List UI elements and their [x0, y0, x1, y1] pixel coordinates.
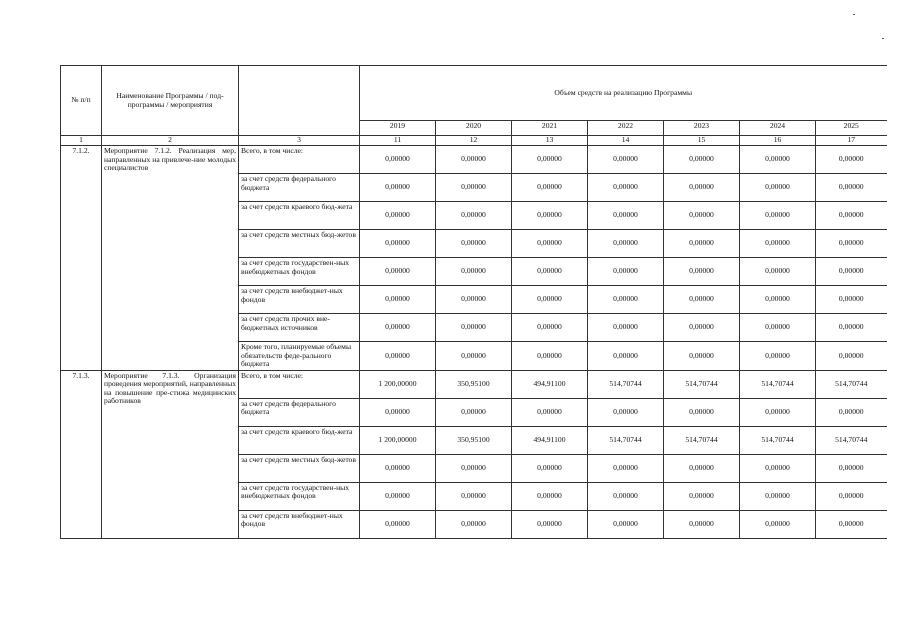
amount-cell: 514,70744 — [740, 426, 816, 454]
column-index: 3 — [239, 136, 360, 146]
amount-cell: 0,00000 — [436, 174, 512, 202]
amount-cell: 0,00000 — [664, 342, 740, 371]
amount-cell: 0,00000 — [816, 286, 887, 314]
amount-cell: 0,00000 — [360, 286, 436, 314]
amount-cell: 0,00000 — [664, 286, 740, 314]
amount-cell: 0,00000 — [360, 482, 436, 510]
header-year: 2022 — [588, 121, 664, 136]
amount-cell: 0,00000 — [740, 398, 816, 426]
amount-cell: 0,00000 — [512, 286, 588, 314]
row-number: 7.1.2. — [61, 146, 102, 371]
amount-cell: 0,00000 — [512, 482, 588, 510]
amount-cell: 0,00000 — [664, 398, 740, 426]
funding-source: Всего, в том числе: — [239, 146, 360, 174]
amount-cell: 0,00000 — [436, 258, 512, 286]
amount-cell: 1 200,00000 — [360, 370, 436, 398]
amount-cell: 0,00000 — [664, 230, 740, 258]
amount-cell: 0,00000 — [360, 314, 436, 342]
header-source — [239, 66, 360, 136]
amount-cell: 0,00000 — [436, 342, 512, 371]
amount-cell: 0,00000 — [664, 202, 740, 230]
funding-source: за счет средств местных бюд-жетов — [239, 454, 360, 482]
header-year: 2024 — [740, 121, 816, 136]
amount-cell: 0,00000 — [436, 398, 512, 426]
column-index: 13 — [512, 136, 588, 146]
amount-cell: 0,00000 — [588, 314, 664, 342]
amount-cell: 350,95100 — [436, 370, 512, 398]
amount-cell: 514,70744 — [816, 426, 887, 454]
amount-cell: 514,70744 — [816, 370, 887, 398]
amount-cell: 0,00000 — [360, 230, 436, 258]
amount-cell: 0,00000 — [588, 174, 664, 202]
amount-cell: 0,00000 — [512, 454, 588, 482]
amount-cell: 494,91100 — [512, 426, 588, 454]
funding-source: Всего, в том числе: — [239, 370, 360, 398]
header-name: Наименование Программы / под-программы / мероприятия — [102, 66, 239, 136]
amount-cell: 0,00000 — [588, 202, 664, 230]
amount-cell: 0,00000 — [816, 482, 887, 510]
amount-cell: 0,00000 — [588, 398, 664, 426]
amount-cell: 0,00000 — [360, 510, 436, 538]
amount-cell: 0,00000 — [664, 482, 740, 510]
amount-cell: 0,00000 — [512, 510, 588, 538]
funding-source: за счет средств местных бюд-жетов — [239, 230, 360, 258]
amount-cell: 0,00000 — [512, 258, 588, 286]
funding-source: за счет средств прочих вне-бюджетных источников — [239, 314, 360, 342]
amount-cell: 0,00000 — [740, 342, 816, 371]
amount-cell: 0,00000 — [816, 230, 887, 258]
amount-cell: 0,00000 — [740, 146, 816, 174]
amount-cell: 0,00000 — [740, 286, 816, 314]
table-row — [61, 370, 887, 398]
column-index: 1 — [61, 136, 102, 146]
amount-cell: 0,00000 — [360, 342, 436, 371]
amount-cell: 494,91100 — [512, 370, 588, 398]
header-year: 2021 — [512, 121, 588, 136]
column-index: 2 — [102, 136, 239, 146]
header-volume: Объем средств на реализацию Программы — [360, 66, 887, 121]
amount-cell: 0,00000 — [436, 230, 512, 258]
amount-cell: 0,00000 — [816, 174, 887, 202]
amount-cell: 0,00000 — [816, 342, 887, 371]
amount-cell: 0,00000 — [360, 202, 436, 230]
scan-speck — [882, 38, 884, 39]
amount-cell: 0,00000 — [588, 286, 664, 314]
program-funding-table — [60, 65, 887, 539]
amount-cell: 0,00000 — [740, 230, 816, 258]
measure-name: Мероприятие 7.1.3. Организация проведения мероприятий, направленных на повышение пре-стижа медицинских работников — [102, 370, 239, 538]
funding-source: за счет средств краевого бюд-жета — [239, 202, 360, 230]
amount-cell: 0,00000 — [512, 342, 588, 371]
amount-cell: 0,00000 — [512, 146, 588, 174]
amount-cell: 0,00000 — [816, 258, 887, 286]
column-index: 15 — [664, 136, 740, 146]
amount-cell: 0,00000 — [740, 314, 816, 342]
amount-cell: 0,00000 — [512, 230, 588, 258]
amount-cell: 0,00000 — [816, 454, 887, 482]
table-row — [61, 146, 887, 174]
funding-source: Кроме того, планируемые объемы обязательств феде-рального бюджета — [239, 342, 360, 371]
amount-cell: 0,00000 — [512, 398, 588, 426]
amount-cell: 0,00000 — [664, 258, 740, 286]
amount-cell: 0,00000 — [664, 314, 740, 342]
amount-cell: 0,00000 — [360, 174, 436, 202]
amount-cell: 514,70744 — [664, 426, 740, 454]
amount-cell: 0,00000 — [664, 510, 740, 538]
amount-cell: 0,00000 — [740, 482, 816, 510]
funding-source: за счет средств федерального бюджета — [239, 398, 360, 426]
amount-cell: 0,00000 — [740, 258, 816, 286]
column-index: 14 — [588, 136, 664, 146]
amount-cell: 0,00000 — [588, 482, 664, 510]
amount-cell: 0,00000 — [436, 202, 512, 230]
amount-cell: 514,70744 — [588, 426, 664, 454]
amount-cell: 0,00000 — [436, 454, 512, 482]
amount-cell: 0,00000 — [588, 230, 664, 258]
funding-source: за счет средств государствен-ных внебюджетных фондов — [239, 258, 360, 286]
amount-cell: 0,00000 — [740, 454, 816, 482]
amount-cell: 0,00000 — [816, 510, 887, 538]
amount-cell: 0,00000 — [360, 454, 436, 482]
scan-speck — [853, 14, 855, 15]
amount-cell: 0,00000 — [512, 174, 588, 202]
amount-cell: 0,00000 — [360, 146, 436, 174]
amount-cell: 0,00000 — [512, 202, 588, 230]
column-index: 11 — [360, 136, 436, 146]
amount-cell: 514,70744 — [588, 370, 664, 398]
funding-source: за счет средств краевого бюд-жета — [239, 426, 360, 454]
funding-source: за счет средств федерального бюджета — [239, 174, 360, 202]
amount-cell: 0,00000 — [740, 202, 816, 230]
amount-cell: 0,00000 — [360, 398, 436, 426]
amount-cell: 0,00000 — [664, 174, 740, 202]
funding-source: за счет средств внебюджет-ных фондов — [239, 286, 360, 314]
amount-cell: 0,00000 — [436, 286, 512, 314]
amount-cell: 514,70744 — [740, 370, 816, 398]
header-year: 2020 — [436, 121, 512, 136]
column-index: 12 — [436, 136, 512, 146]
amount-cell: 0,00000 — [740, 510, 816, 538]
amount-cell: 0,00000 — [436, 146, 512, 174]
header-year: 2025 — [816, 121, 887, 136]
measure-name: Мероприятие 7.1.2. Реализация мер, направленных на привлече-ние молодых специалистов — [102, 146, 239, 371]
amount-cell: 0,00000 — [816, 146, 887, 174]
amount-cell: 0,00000 — [588, 258, 664, 286]
amount-cell: 0,00000 — [816, 314, 887, 342]
header-year: 2019 — [360, 121, 436, 136]
amount-cell: 0,00000 — [816, 398, 887, 426]
amount-cell: 0,00000 — [588, 342, 664, 371]
amount-cell: 0,00000 — [588, 454, 664, 482]
amount-cell: 0,00000 — [740, 174, 816, 202]
amount-cell: 0,00000 — [588, 510, 664, 538]
header-num: № п/п — [61, 66, 102, 136]
amount-cell: 0,00000 — [664, 146, 740, 174]
funding-source: за счет средств государствен-ных внебюджетных фондов — [239, 482, 360, 510]
row-number: 7.1.3. — [61, 370, 102, 538]
amount-cell: 0,00000 — [588, 146, 664, 174]
amount-cell: 0,00000 — [512, 314, 588, 342]
amount-cell: 0,00000 — [436, 314, 512, 342]
funding-source: за счет средств внебюджет-ных фондов — [239, 510, 360, 538]
amount-cell: 0,00000 — [664, 454, 740, 482]
amount-cell: 0,00000 — [436, 482, 512, 510]
amount-cell: 350,95100 — [436, 426, 512, 454]
header-year: 2023 — [664, 121, 740, 136]
amount-cell: 1 200,00000 — [360, 426, 436, 454]
amount-cell: 0,00000 — [816, 202, 887, 230]
amount-cell: 0,00000 — [360, 258, 436, 286]
column-index: 16 — [740, 136, 816, 146]
amount-cell: 0,00000 — [436, 510, 512, 538]
amount-cell: 514,70744 — [664, 370, 740, 398]
column-index: 17 — [816, 136, 887, 146]
